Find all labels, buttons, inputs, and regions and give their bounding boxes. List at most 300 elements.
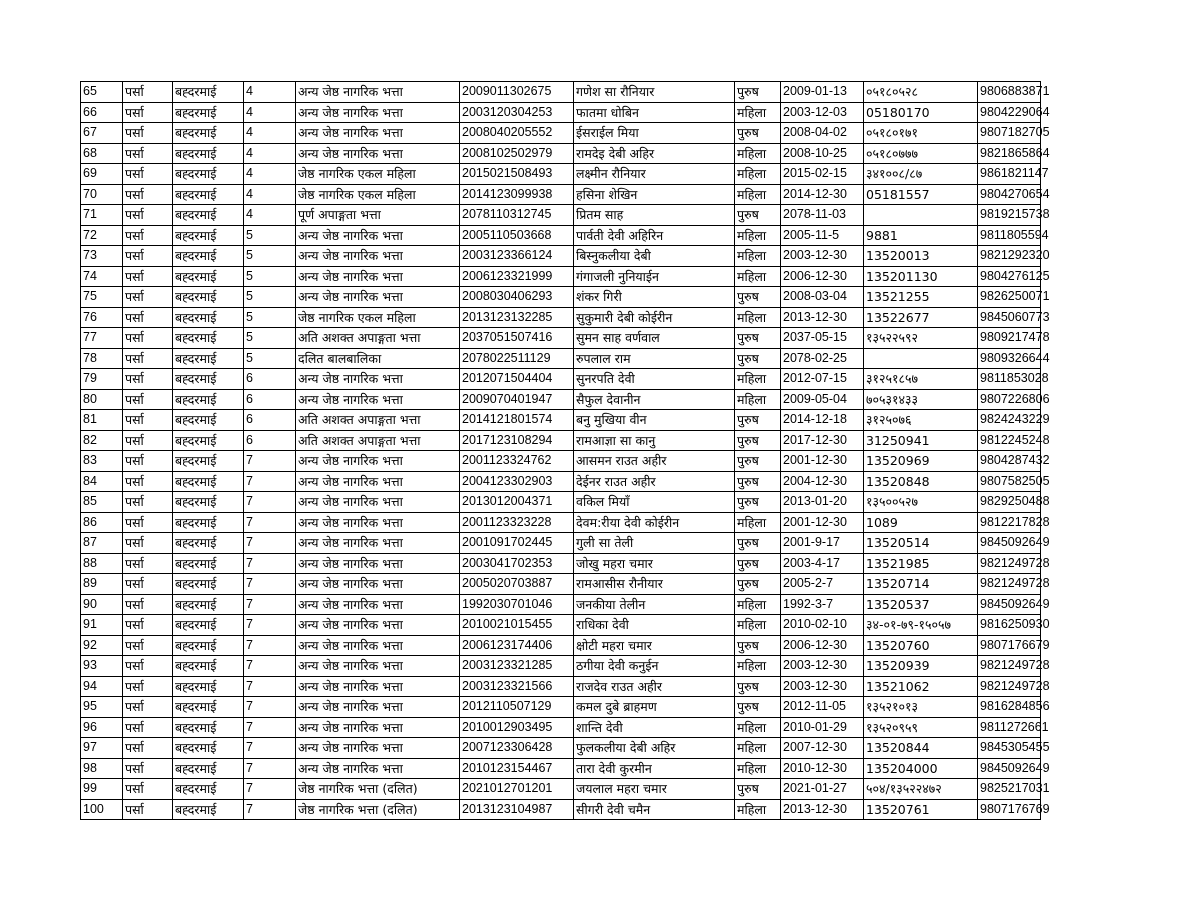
gender-cell: पुरुष (735, 697, 781, 718)
municipality-cell: बह्दरमाई (173, 82, 244, 103)
municipality-cell: बह्दरमाई (173, 594, 244, 615)
serial-cell: 95 (81, 697, 123, 718)
district-cell: पर्सा (123, 430, 173, 451)
table-row (81, 369, 1041, 390)
date-cell: 2008-10-25 (781, 143, 864, 164)
beneficiary-id-cell: 2010021015455 (460, 615, 574, 636)
table-row (81, 246, 1041, 267)
name-cell: गणेश सा रौनियार (574, 82, 735, 103)
district-cell: पर्सा (123, 799, 173, 820)
district-cell: पर्सा (123, 307, 173, 328)
municipality-cell: बह्दरमाई (173, 225, 244, 246)
date-cell: 2001-12-30 (781, 512, 864, 533)
serial-cell: 87 (81, 533, 123, 554)
ward-cell: 7 (244, 656, 296, 677)
district-cell: पर्सा (123, 717, 173, 738)
date-cell: 2078-11-03 (781, 205, 864, 226)
district-cell: पर्सा (123, 246, 173, 267)
name-cell: सुमन साह वर्णवाल (574, 328, 735, 349)
citizenship-cell: 13520514 (864, 533, 978, 554)
allowance-type-cell: अन्य जेष्ठ नागरिक भत्ता (296, 758, 460, 779)
serial-cell: 96 (81, 717, 123, 738)
name-cell: क्षोटी महरा चमार (574, 635, 735, 656)
ward-cell: 7 (244, 553, 296, 574)
ward-cell: 7 (244, 574, 296, 595)
serial-cell: 79 (81, 369, 123, 390)
municipality-cell: बह्दरमाई (173, 615, 244, 636)
name-cell: सुनरपति देवी (574, 369, 735, 390)
gender-cell: महिला (735, 266, 781, 287)
municipality-cell: बह्दरमाई (173, 717, 244, 738)
serial-cell: 89 (81, 574, 123, 595)
beneficiary-id-cell: 2003041702353 (460, 553, 574, 574)
district-cell: पर्सा (123, 553, 173, 574)
district-cell: पर्सा (123, 492, 173, 513)
table-row (81, 82, 1041, 103)
beneficiary-id-cell: 2012071504404 (460, 369, 574, 390)
district-cell: पर्सा (123, 369, 173, 390)
table-row (81, 348, 1041, 369)
beneficiary-id-cell: 2003120304253 (460, 102, 574, 123)
table-row (81, 656, 1041, 677)
district-cell: पर्सा (123, 533, 173, 554)
allowance-type-cell: अन्य जेष्ठ नागरिक भत्ता (296, 82, 460, 103)
phone-cell: 9811853028 (978, 369, 1041, 390)
citizenship-cell (864, 348, 978, 369)
municipality-cell: बह्दरमाई (173, 553, 244, 574)
district-cell: पर्सा (123, 123, 173, 144)
name-cell: रामदेइ देबी अहिर (574, 143, 735, 164)
serial-cell: 86 (81, 512, 123, 533)
name-cell: बिस्नुकलीया देबी (574, 246, 735, 267)
phone-cell: 9821249728 (978, 553, 1041, 574)
date-cell: 2001-12-30 (781, 451, 864, 472)
table-row (81, 697, 1041, 718)
allowance-type-cell: अन्य जेष्ठ नागरिक भत्ता (296, 492, 460, 513)
table-row (81, 574, 1041, 595)
phone-cell: 9845092649 (978, 594, 1041, 615)
municipality-cell: बह्दरमाई (173, 307, 244, 328)
allowance-type-cell: अन्य जेष्ठ नागरिक भत्ता (296, 574, 460, 595)
date-cell: 2010-02-10 (781, 615, 864, 636)
phone-cell: 9829250488 (978, 492, 1041, 513)
phone-cell: 9804229064 (978, 102, 1041, 123)
citizenship-cell: १३५२०९५९ (864, 717, 978, 738)
citizenship-cell: 13520844 (864, 738, 978, 759)
district-cell: पर्सा (123, 143, 173, 164)
name-cell: शंकर गिरी (574, 287, 735, 308)
gender-cell: पुरुष (735, 205, 781, 226)
name-cell: सीगरी देवी चमैन (574, 799, 735, 820)
serial-cell: 81 (81, 410, 123, 431)
table-row (81, 553, 1041, 574)
beneficiary-id-cell: 2008040205552 (460, 123, 574, 144)
beneficiary-id-cell: 2037051507416 (460, 328, 574, 349)
ward-cell: 7 (244, 492, 296, 513)
table-row (81, 205, 1041, 226)
district-cell: पर्सा (123, 287, 173, 308)
citizenship-cell: 05181557 (864, 184, 978, 205)
serial-cell: 69 (81, 164, 123, 185)
name-cell: जनकीया तेलीन (574, 594, 735, 615)
beneficiary-id-cell: 2021012701201 (460, 779, 574, 800)
ward-cell: 4 (244, 123, 296, 144)
allowance-type-cell: अन्य जेष्ठ नागरिक भत्ता (296, 697, 460, 718)
date-cell: 2006-12-30 (781, 266, 864, 287)
ward-cell: 4 (244, 102, 296, 123)
ward-cell: 5 (244, 266, 296, 287)
phone-cell: 9812245248 (978, 430, 1041, 451)
beneficiary-id-cell: 2006123321999 (460, 266, 574, 287)
municipality-cell: बह्दरमाई (173, 164, 244, 185)
gender-cell: महिला (735, 594, 781, 615)
ward-cell: 6 (244, 389, 296, 410)
serial-cell: 80 (81, 389, 123, 410)
serial-cell: 67 (81, 123, 123, 144)
table-row (81, 410, 1041, 431)
allowance-type-cell: दलित बालबालिका (296, 348, 460, 369)
district-cell: पर्सा (123, 615, 173, 636)
municipality-cell: बह्दरमाई (173, 779, 244, 800)
date-cell: 2007-12-30 (781, 738, 864, 759)
municipality-cell: बह्दरमाई (173, 635, 244, 656)
table-row (81, 143, 1041, 164)
gender-cell: पुरुष (735, 779, 781, 800)
date-cell: 2013-12-30 (781, 799, 864, 820)
district-cell: पर्सा (123, 697, 173, 718)
district-cell: पर्सा (123, 328, 173, 349)
date-cell: 2009-05-04 (781, 389, 864, 410)
name-cell: फातमा धोबिन (574, 102, 735, 123)
name-cell: बनु मुखिया वीन (574, 410, 735, 431)
beneficiary-id-cell: 2078110312745 (460, 205, 574, 226)
district-cell: पर्सा (123, 225, 173, 246)
beneficiary-id-cell: 2005110503668 (460, 225, 574, 246)
serial-cell: 82 (81, 430, 123, 451)
name-cell: राधिका देवी (574, 615, 735, 636)
allowance-type-cell: अन्य जेष्ठ नागरिक भत्ता (296, 451, 460, 472)
municipality-cell: बह्दरमाई (173, 123, 244, 144)
beneficiary-id-cell: 2010012903495 (460, 717, 574, 738)
district-cell: पर्सा (123, 779, 173, 800)
citizenship-cell: ३४१००८/८७ (864, 164, 978, 185)
name-cell: रामआज्ञा सा कानु (574, 430, 735, 451)
ward-cell: 6 (244, 410, 296, 431)
phone-cell: 9804287432 (978, 451, 1041, 472)
gender-cell: महिला (735, 512, 781, 533)
gender-cell: पुरुष (735, 471, 781, 492)
date-cell: 2037-05-15 (781, 328, 864, 349)
table-row (81, 451, 1041, 472)
municipality-cell: बह्दरमाई (173, 799, 244, 820)
serial-cell: 74 (81, 266, 123, 287)
gender-cell: महिला (735, 369, 781, 390)
table-row (81, 123, 1041, 144)
phone-cell: 9845092649 (978, 533, 1041, 554)
phone-cell: 9807582505 (978, 471, 1041, 492)
allowance-type-cell: अन्य जेष्ठ नागरिक भत्ता (296, 471, 460, 492)
ward-cell: 4 (244, 143, 296, 164)
citizenship-cell: 13520939 (864, 656, 978, 677)
ward-cell: 7 (244, 697, 296, 718)
serial-cell: 68 (81, 143, 123, 164)
ward-cell: 7 (244, 451, 296, 472)
name-cell: तारा देवी कुरमीन (574, 758, 735, 779)
serial-cell: 99 (81, 779, 123, 800)
table-row (81, 758, 1041, 779)
citizenship-cell: 135204000 (864, 758, 978, 779)
ward-cell: 5 (244, 307, 296, 328)
ward-cell: 7 (244, 779, 296, 800)
phone-cell: 9804276125 (978, 266, 1041, 287)
municipality-cell: बह्दरमाई (173, 266, 244, 287)
municipality-cell: बह्दरमाई (173, 287, 244, 308)
phone-cell: 9845305455 (978, 738, 1041, 759)
name-cell: शान्ति देवी (574, 717, 735, 738)
table-row (81, 615, 1041, 636)
phone-cell: 9819215738 (978, 205, 1041, 226)
name-cell: रामआसीस रौनीयार (574, 574, 735, 595)
municipality-cell: बह्दरमाई (173, 389, 244, 410)
serial-cell: 84 (81, 471, 123, 492)
gender-cell: महिला (735, 184, 781, 205)
table-row (81, 594, 1041, 615)
gender-cell: पुरुष (735, 574, 781, 595)
allowance-type-cell: पूर्ण अपाङ्गता भत्ता (296, 205, 460, 226)
gender-cell: पुरुष (735, 348, 781, 369)
municipality-cell: बह्दरमाई (173, 492, 244, 513)
date-cell: 2012-11-05 (781, 697, 864, 718)
citizenship-cell: 13520848 (864, 471, 978, 492)
allowance-type-cell: अन्य जेष्ठ नागरिक भत्ता (296, 389, 460, 410)
ward-cell: 5 (244, 328, 296, 349)
phone-cell: 9816284856 (978, 697, 1041, 718)
table-row (81, 492, 1041, 513)
ward-cell: 5 (244, 348, 296, 369)
phone-cell: 9812217828 (978, 512, 1041, 533)
beneficiary-id-cell: 2001091702445 (460, 533, 574, 554)
serial-cell: 93 (81, 656, 123, 677)
serial-cell: 76 (81, 307, 123, 328)
allowance-type-cell: अन्य जेष्ठ नागरिक भत्ता (296, 594, 460, 615)
serial-cell: 65 (81, 82, 123, 103)
table-row (81, 184, 1041, 205)
phone-cell: 9821249728 (978, 656, 1041, 677)
phone-cell: 9845092649 (978, 758, 1041, 779)
table-row (81, 738, 1041, 759)
table-row (81, 328, 1041, 349)
ward-cell: 7 (244, 738, 296, 759)
allowance-type-cell: अन्य जेष्ठ नागरिक भत्ता (296, 615, 460, 636)
allowance-type-cell: जेष्ठ नागरिक भत्ता (दलित) (296, 779, 460, 800)
allowance-type-cell: अन्य जेष्ठ नागरिक भत्ता (296, 635, 460, 656)
date-cell: 2006-12-30 (781, 635, 864, 656)
district-cell: पर्सा (123, 594, 173, 615)
name-cell: सुकुमारी देबी कोईरीन (574, 307, 735, 328)
date-cell: 2001-9-17 (781, 533, 864, 554)
ward-cell: 4 (244, 164, 296, 185)
allowance-type-cell: अति अशक्त अपाङ्गता भत्ता (296, 430, 460, 451)
municipality-cell: बह्दरमाई (173, 656, 244, 677)
name-cell: देईनर राउत अहीर (574, 471, 735, 492)
serial-cell: 73 (81, 246, 123, 267)
table-row (81, 512, 1041, 533)
beneficiary-id-cell: 2015021508493 (460, 164, 574, 185)
serial-cell: 91 (81, 615, 123, 636)
beneficiary-id-cell: 2013123132285 (460, 307, 574, 328)
district-cell: पर्सा (123, 656, 173, 677)
municipality-cell: बह्दरमाई (173, 143, 244, 164)
date-cell: 2008-04-02 (781, 123, 864, 144)
date-cell: 2015-02-15 (781, 164, 864, 185)
allowance-type-cell: अति अशक्त अपाङ्गता भत्ता (296, 328, 460, 349)
name-cell: हसिना शेखिन (574, 184, 735, 205)
citizenship-cell: 05180170 (864, 102, 978, 123)
phone-cell: 9821292320 (978, 246, 1041, 267)
citizenship-cell: 13520760 (864, 635, 978, 656)
citizenship-cell: ५०४/१३५२२४७२ (864, 779, 978, 800)
gender-cell: महिला (735, 389, 781, 410)
gender-cell: महिला (735, 143, 781, 164)
citizenship-cell: ०५१८०५२८ (864, 82, 978, 103)
citizenship-cell: ०५१८०७७७ (864, 143, 978, 164)
gender-cell: महिला (735, 164, 781, 185)
gender-cell: पुरुष (735, 410, 781, 431)
district-cell: पर्सा (123, 410, 173, 431)
allowance-type-cell: अन्य जेष्ठ नागरिक भत्ता (296, 738, 460, 759)
district-cell: पर्सा (123, 82, 173, 103)
allowance-type-cell: अति अशक्त अपाङ्गता भत्ता (296, 410, 460, 431)
phone-cell: 9824243229 (978, 410, 1041, 431)
gender-cell: पुरुष (735, 287, 781, 308)
table-row (81, 635, 1041, 656)
beneficiary-id-cell: 2009070401947 (460, 389, 574, 410)
allowance-type-cell: अन्य जेष्ठ नागरिक भत्ता (296, 143, 460, 164)
beneficiary-id-cell: 2007123306428 (460, 738, 574, 759)
district-cell: पर्सा (123, 205, 173, 226)
allowance-type-cell: अन्य जेष्ठ नागरिक भत्ता (296, 287, 460, 308)
date-cell: 2014-12-18 (781, 410, 864, 431)
municipality-cell: बह्दरमाई (173, 348, 244, 369)
serial-cell: 94 (81, 676, 123, 697)
table-row (81, 287, 1041, 308)
ward-cell: 7 (244, 594, 296, 615)
name-cell: वकिल मियाँ (574, 492, 735, 513)
district-cell: पर्सा (123, 738, 173, 759)
municipality-cell: बह्दरमाई (173, 676, 244, 697)
gender-cell: महिला (735, 615, 781, 636)
table-row (81, 676, 1041, 697)
beneficiary-id-cell: 2014123099938 (460, 184, 574, 205)
date-cell: 2012-07-15 (781, 369, 864, 390)
serial-cell: 85 (81, 492, 123, 513)
allowance-type-cell: जेष्ठ नागरिक एकल महिला (296, 307, 460, 328)
date-cell: 2003-12-03 (781, 102, 864, 123)
phone-cell: 9821249728 (978, 676, 1041, 697)
name-cell: कमल दुबे ब्राहमण (574, 697, 735, 718)
gender-cell: महिला (735, 246, 781, 267)
phone-cell: 9809217478 (978, 328, 1041, 349)
citizenship-cell: ७०५३१४३३ (864, 389, 978, 410)
phone-cell: 9825217031 (978, 779, 1041, 800)
table-row (81, 225, 1041, 246)
beneficiary-id-cell: 2001123323228 (460, 512, 574, 533)
table-row (81, 430, 1041, 451)
allowance-type-cell: अन्य जेष्ठ नागरिक भत्ता (296, 676, 460, 697)
ward-cell: 7 (244, 471, 296, 492)
municipality-cell: बह्दरमाई (173, 697, 244, 718)
citizenship-cell: 13521985 (864, 553, 978, 574)
district-cell: पर्सा (123, 102, 173, 123)
table-body (81, 82, 1050, 820)
citizenship-cell: 13520013 (864, 246, 978, 267)
municipality-cell: बह्दरमाई (173, 533, 244, 554)
ward-cell: 7 (244, 512, 296, 533)
ward-cell: 7 (244, 799, 296, 820)
table-row (81, 533, 1041, 554)
phone-cell: 9807182705 (978, 123, 1041, 144)
name-cell: आसमन राउत अहीर (574, 451, 735, 472)
ward-cell: 6 (244, 430, 296, 451)
citizenship-cell: 135201130 (864, 266, 978, 287)
municipality-cell: बह्दरमाई (173, 410, 244, 431)
ward-cell: 7 (244, 717, 296, 738)
district-cell: पर्सा (123, 574, 173, 595)
serial-cell: 71 (81, 205, 123, 226)
citizenship-cell: 13521255 (864, 287, 978, 308)
gender-cell: पुरुष (735, 123, 781, 144)
name-cell: जयलाल महरा चमार (574, 779, 735, 800)
name-cell: रुपलाल राम (574, 348, 735, 369)
citizenship-cell: 13520969 (864, 451, 978, 472)
allowance-type-cell: अन्य जेष्ठ नागरिक भत्ता (296, 656, 460, 677)
gender-cell: महिला (735, 307, 781, 328)
beneficiary-table (80, 81, 1050, 820)
allowance-type-cell: जेष्ठ नागरिक एकल महिला (296, 164, 460, 185)
beneficiary-id-cell: 2008102502979 (460, 143, 574, 164)
name-cell: ईसराईल मिया (574, 123, 735, 144)
phone-cell: 9821249728 (978, 574, 1041, 595)
allowance-type-cell: जेष्ठ नागरिक एकल महिला (296, 184, 460, 205)
name-cell: फुलकलीया देबी अहिर (574, 738, 735, 759)
beneficiary-id-cell: 2078022511129 (460, 348, 574, 369)
gender-cell: पुरुष (735, 492, 781, 513)
allowance-type-cell: अन्य जेष्ठ नागरिक भत्ता (296, 533, 460, 554)
table-row (81, 779, 1041, 800)
district-cell: पर्सा (123, 348, 173, 369)
serial-cell: 97 (81, 738, 123, 759)
gender-cell: पुरुष (735, 533, 781, 554)
district-cell: पर्सा (123, 164, 173, 185)
beneficiary-id-cell: 2004123302903 (460, 471, 574, 492)
gender-cell: महिला (735, 799, 781, 820)
citizenship-cell: 13521062 (864, 676, 978, 697)
ward-cell: 7 (244, 533, 296, 554)
name-cell: प्रितम साह (574, 205, 735, 226)
citizenship-cell (864, 205, 978, 226)
gender-cell: पुरुष (735, 451, 781, 472)
serial-cell: 70 (81, 184, 123, 205)
table-row (81, 164, 1041, 185)
date-cell: 2021-01-27 (781, 779, 864, 800)
gender-cell: महिला (735, 738, 781, 759)
municipality-cell: बह्दरमाई (173, 758, 244, 779)
date-cell: 2010-01-29 (781, 717, 864, 738)
phone-cell: 9811805594 (978, 225, 1041, 246)
phone-cell: 9826250071 (978, 287, 1041, 308)
municipality-cell: बह्दरमाई (173, 512, 244, 533)
table-row (81, 799, 1041, 820)
